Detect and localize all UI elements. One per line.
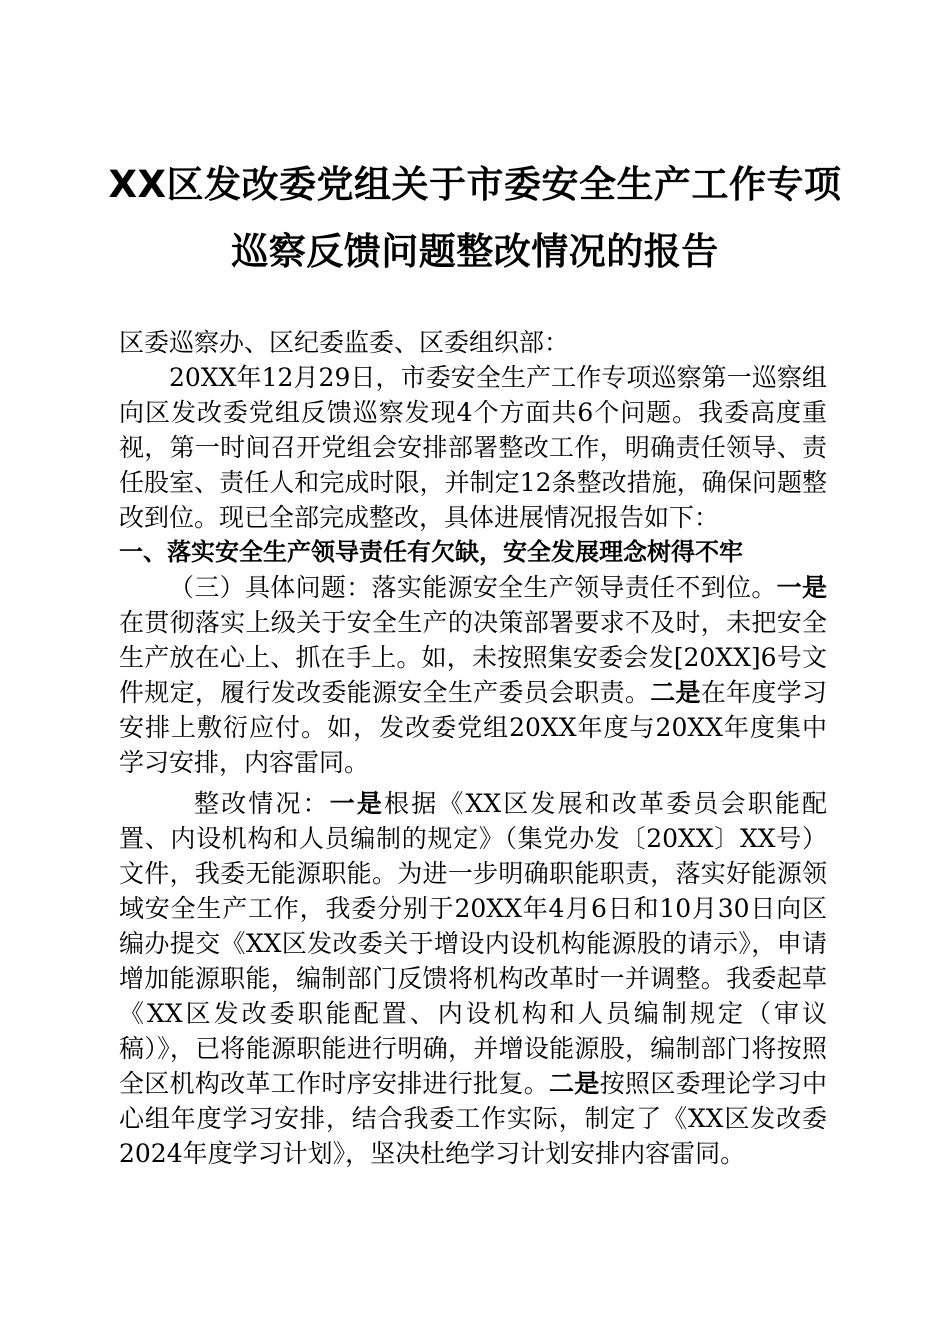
rectification-text-2: 按照区委理论学习中心组年度学习安排，结合我委工作实际，制定了《XX区发改委2024年度学习计划》，坚决杜绝学习计划安排内容雷同。 bbox=[119, 1069, 827, 1168]
problem-mark-2: 二是 bbox=[650, 678, 701, 707]
problem-text-1: 在贯彻落实上级关于安全生产的决策部署要求不及时，未把安全生产放在心上、抓在手上。如，未按照集安委会发[20XX]6号文件规定，履行发改委能源安全生产委员会职责。 bbox=[119, 608, 827, 707]
problem-lead: （三）具体问题：落实能源安全生产领导责任不到位。 bbox=[169, 573, 777, 602]
intro-paragraph: 20XX年12月29日，市委安全生产工作专项巡察第一巡察组向区发改委党组反馈巡察发现4个方面共6个问题。我委高度重视，第一时间召开党组会安排部署整改工作，明确责任领导、责任股室、责任人和完成时限，并制定12条整改措施，确保问题整改到位。现已全部完成整改，具体进展情况报告如下： bbox=[119, 363, 827, 532]
problem-mark-1: 一是 bbox=[776, 573, 827, 602]
rectification-mark-1: 一是 bbox=[329, 789, 385, 818]
problem-paragraph bbox=[119, 570, 827, 780]
document-body bbox=[119, 325, 827, 1171]
section-1-heading: 一、落实安全生产领导责任有欠缺，安全发展理念树得不牢 bbox=[119, 538, 743, 566]
rectification-lead: 整改情况： bbox=[194, 789, 330, 818]
addressee: 区委巡察办、区纪委监委、区委组织部： bbox=[119, 328, 570, 357]
document-title-line-2: 巡察反馈问题整改情况的报告 bbox=[231, 230, 719, 273]
rectification-paragraph bbox=[119, 786, 827, 1171]
problem-text-2: 在年度学习安排上敷衍应付。如，发改委党组20XX年度与20XX年度集中学习安排，内容雷同。 bbox=[119, 678, 827, 777]
rectification-mark-2: 二是 bbox=[549, 1069, 600, 1098]
document-title-line-1: XX区发改委党组关于市委安全生产工作专项 bbox=[108, 163, 842, 206]
rectification-text-1: 根据《XX区发展和改革委员会职能配置、内设机构和人员编制的规定》（集党办发〔20XX〕XX号）文件，我委无能源职能。为进一步明确职能职责，落实好能源领域安全生产工作，我委分别于20XX年4月6日和10月30日向区编办提交《XX区发改委关于增设内设机构能源股的请示》，申请增加能源职能，编制部门反馈将机构改革时一并调整。我委起草《XX区发改委职能配置、内设机构和人员编制规定（审议稿）》，已将能源职能进行明确，并增设能源股，编制部门将按照全区机构改革工作时序安排进行批复。 bbox=[119, 789, 827, 1098]
